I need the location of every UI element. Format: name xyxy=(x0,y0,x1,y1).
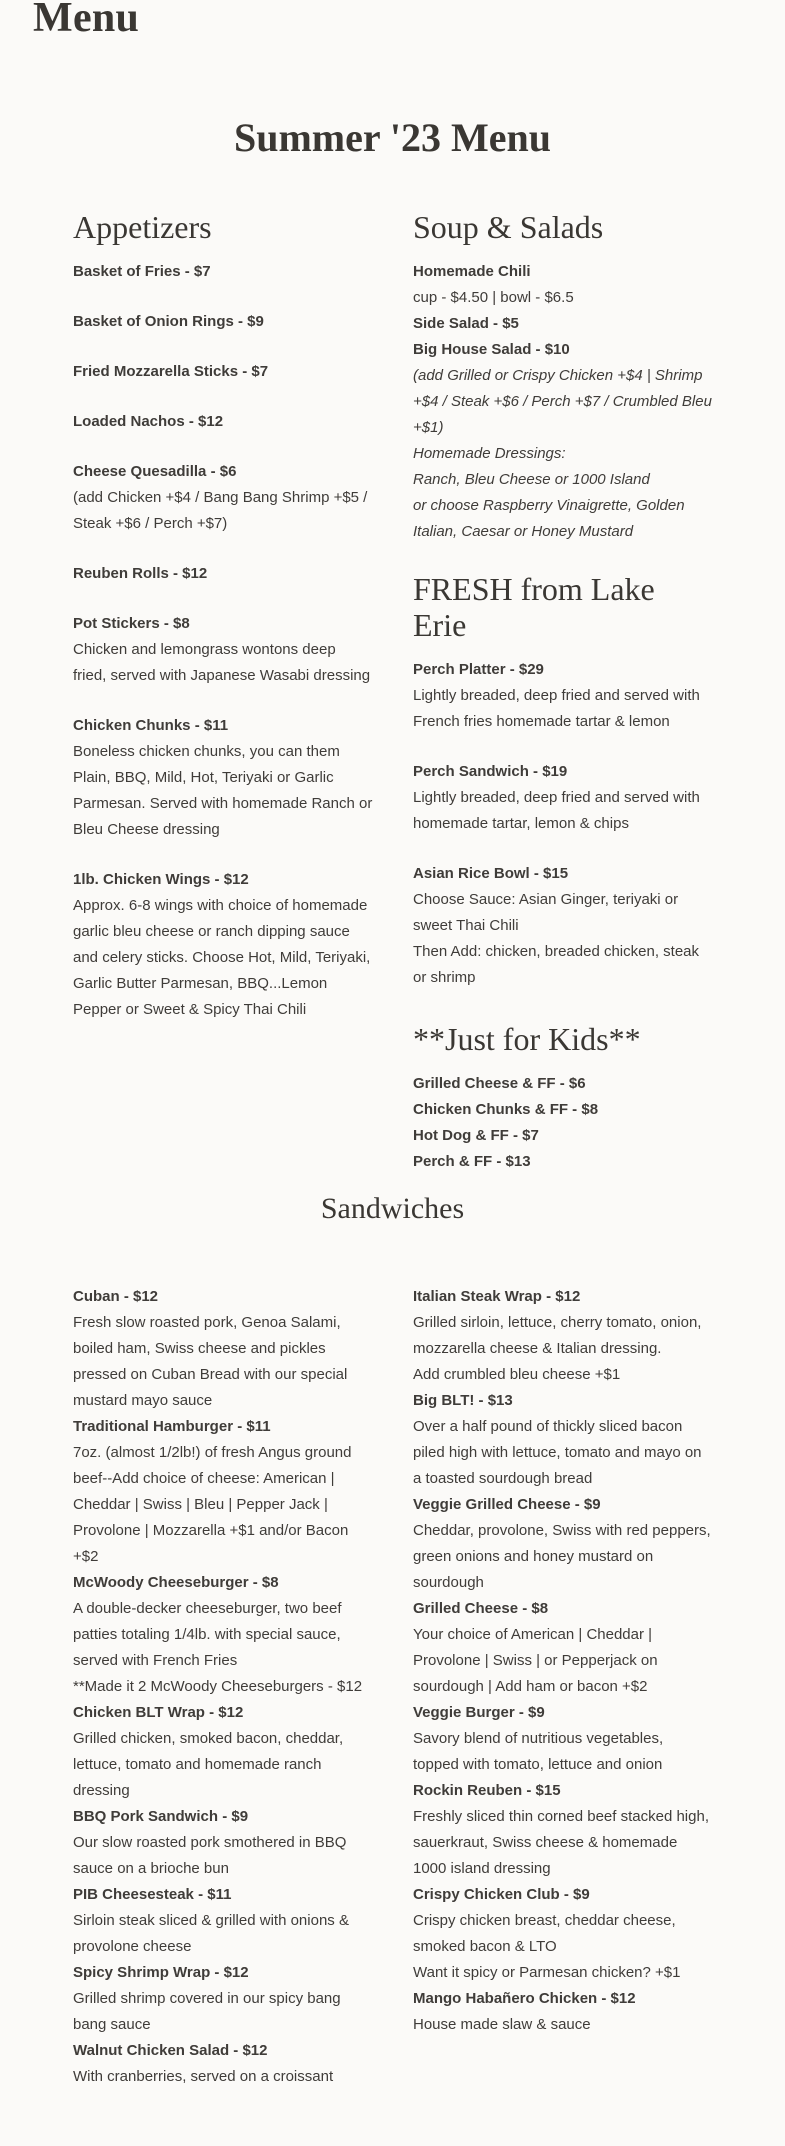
item-name: Asian Rice Bowl - $15 xyxy=(413,865,569,882)
item-description: 7oz. (almost 1/2lb!) of fresh Angus ground beef--Add choice of cheese: American | Cheddar | Swiss | Bleu | Pepper Jack | Provolone | Mozzarella +$1 and/or Bacon +$2 xyxy=(73,1444,352,1565)
menu-item xyxy=(413,1388,713,1492)
lake-erie-title: FRESH from Lake Erie xyxy=(413,571,655,643)
item-name: Grilled Cheese - $8 xyxy=(413,1600,549,1617)
item-description: Chicken and lemongrass wontons deep fried, served with Japanese Wasabi dressing xyxy=(73,641,371,684)
menu-item xyxy=(413,1284,713,1388)
item-description: Savory blend of nutritious vegetables, topped with tomato, lettuce and onion xyxy=(413,1730,664,1773)
item-description: (add Grilled or Crispy Chicken +$4 | Shrimp +$4 / Steak +$6 / Perch +$7 / Crumbled Bleu +$1) xyxy=(413,367,712,436)
soups-title: Soup & Salads xyxy=(413,209,604,245)
item-description: House made slaw & sauce xyxy=(413,2016,591,2033)
menu-item xyxy=(73,2038,373,2090)
item-name: Fried Mozzarella Sticks - $7 xyxy=(73,363,269,380)
item-description: Then Add: chicken, breaded chicken, steak or shrimp xyxy=(413,943,700,986)
item-description: Over a half pound of thickly sliced bacon piled high with lettuce, tomato and mayo on a toasted sourdough bread xyxy=(413,1418,702,1487)
item-name: Mango Habañero Chicken - $12 xyxy=(413,1990,636,2007)
item-description: Grilled shrimp covered in our spicy bang bang sauce xyxy=(73,1990,341,2033)
sandwiches-left-column xyxy=(73,1284,373,2090)
menu-item xyxy=(73,359,373,385)
item-name: Italian Steak Wrap - $12 xyxy=(413,1288,581,1305)
dressings-list: or choose Raspberry Vinaigrette, Golden Italian, Caesar or Honey Mustard xyxy=(413,497,685,540)
menu-item xyxy=(413,1596,713,1700)
menu-item xyxy=(73,1882,373,1960)
item-description: Add crumbled bleu cheese +$1 xyxy=(413,1366,621,1383)
item-name: Basket of Onion Rings - $9 xyxy=(73,313,264,330)
item-description: Freshly sliced thin corned beef stacked high, sauerkraut, Swiss cheese & homemade 1000 island dressing xyxy=(413,1808,709,1877)
item-name: Pot Stickers - $8 xyxy=(73,615,190,632)
item-name: PIB Cheesesteak - $11 xyxy=(73,1886,232,1903)
menu-item xyxy=(413,759,713,837)
item-name: Big BLT! - $13 xyxy=(413,1392,513,1409)
menu-item xyxy=(73,1700,373,1804)
item-description: (add Chicken +$4 / Bang Bang Shrimp +$5 / Steak +$6 / Perch +$7) xyxy=(73,489,368,532)
item-name: Basket of Fries - $7 xyxy=(73,263,211,280)
menu-item xyxy=(73,1804,373,1882)
menu-item xyxy=(73,611,373,689)
item-name: Grilled Cheese & FF - $6 xyxy=(413,1075,586,1092)
item-name: McWoody Cheeseburger - $8 xyxy=(73,1574,279,1591)
kids-title: **Just for Kids** xyxy=(413,1021,641,1057)
appetizers-section xyxy=(73,209,373,1023)
item-description: cup - $4.50 | bowl - $6.5 xyxy=(413,289,574,306)
item-description: Approx. 6-8 wings with choice of homemade garlic bleu cheese or ranch dipping sauce and celery sticks. Choose Hot, Mild, Teriyaki, Garlic Butter Parmesan, BBQ...Lemon Pepper or Sweet & Spicy Thai Chili xyxy=(73,897,371,1018)
item-description: A double-decker cheeseburger, two beef patties totaling 1/4lb. with special sauce, served with French Fries xyxy=(73,1600,342,1669)
item-description: Grilled chicken, smoked bacon, cheddar, lettuce, tomato and homemade ranch dressing xyxy=(73,1730,344,1799)
item-description: Crispy chicken breast, cheddar cheese, smoked bacon & LTO xyxy=(413,1912,676,1955)
item-name: Hot Dog & FF - $7 xyxy=(413,1127,539,1144)
item-name: Cuban - $12 xyxy=(73,1288,159,1305)
sandwiches-right-column xyxy=(413,1284,713,2038)
item-name: Veggie Burger - $9 xyxy=(413,1704,545,1721)
item-name: Cheese Quesadilla - $6 xyxy=(73,463,237,480)
kids-list xyxy=(413,1071,713,1175)
item-description: Fresh slow roasted pork, Genoa Salami, boiled ham, Swiss cheese and pickles pressed on Cuban Bread with our special mustard mayo sauce xyxy=(73,1314,348,1409)
menu-item xyxy=(413,1778,713,1882)
soups-section xyxy=(413,209,713,1175)
item-description: **Made it 2 McWoody Cheeseburgers - $12 xyxy=(73,1678,363,1695)
item-name: Walnut Chicken Salad - $12 xyxy=(73,2042,268,2059)
menu-item xyxy=(73,713,373,843)
menu-item xyxy=(413,861,713,991)
menu-item xyxy=(413,259,713,545)
menu-item xyxy=(73,561,373,587)
item-name: Traditional Hamburger - $11 xyxy=(73,1418,271,1435)
item-name: Perch & FF - $13 xyxy=(413,1153,531,1170)
item-name: 1lb. Chicken Wings - $12 xyxy=(73,871,249,888)
item-description: Our slow roasted pork smothered in BBQ sauce on a brioche bun xyxy=(73,1834,347,1877)
menu-item xyxy=(413,657,713,735)
item-name: Homemade Chili xyxy=(413,263,531,280)
menu-item xyxy=(73,409,373,435)
item-name: Chicken BLT Wrap - $12 xyxy=(73,1704,244,1721)
page-heading: Menu xyxy=(33,0,140,41)
menu-item xyxy=(73,1284,373,1414)
dressings-list: Ranch, Bleu Cheese or 1000 Island xyxy=(413,471,650,488)
menu-title: Summer '23 Menu xyxy=(233,115,552,160)
item-name: Chicken Chunks - $11 xyxy=(73,717,229,734)
dressings-title: Homemade Dressings: xyxy=(413,445,566,462)
item-name: Chicken Chunks & FF - $8 xyxy=(413,1101,599,1118)
menu-item xyxy=(73,459,373,537)
menu-item xyxy=(73,1570,373,1700)
appetizers-title: Appetizers xyxy=(73,209,212,245)
item-name: Perch Sandwich - $19 xyxy=(413,763,568,780)
item-name: Loaded Nachos - $12 xyxy=(73,413,224,430)
item-description: Grilled sirloin, lettuce, cherry tomato, onion, mozzarella cheese & Italian dressing. xyxy=(413,1314,702,1357)
item-description: Sirloin steak sliced & grilled with onions & provolone cheese xyxy=(73,1912,349,1955)
item-description: Lightly breaded, deep fried and served with homemade tartar, lemon & chips xyxy=(413,789,700,832)
item-description: Want it spicy or Parmesan chicken? +$1 xyxy=(413,1964,681,1981)
sandwiches-title: Sandwiches xyxy=(320,1192,465,1225)
item-name: Side Salad - $5 xyxy=(413,315,519,332)
menu-item xyxy=(73,1414,373,1570)
menu-item xyxy=(413,1882,713,1986)
menu-item xyxy=(73,867,373,1023)
item-description: Lightly breaded, deep fried and served with French fries homemade tartar & lemon xyxy=(413,687,700,730)
item-name: Veggie Grilled Cheese - $9 xyxy=(413,1496,601,1513)
item-name: BBQ Pork Sandwich - $9 xyxy=(73,1808,249,1825)
menu-item xyxy=(413,1986,713,2038)
menu-item xyxy=(73,309,373,335)
item-description: With cranberries, served on a croissant xyxy=(73,2068,334,2085)
item-description: Cheddar, provolone, Swiss with red peppers, green onions and honey mustard on sourdough xyxy=(413,1522,711,1591)
menu-item xyxy=(73,1960,373,2038)
item-description: Your choice of American | Cheddar | Provolone | Swiss | or Pepperjack on sourdough | Add ham or bacon +$2 xyxy=(413,1626,658,1695)
item-name: Spicy Shrimp Wrap - $12 xyxy=(73,1964,249,1981)
menu-item xyxy=(73,259,373,285)
item-description: Choose Sauce: Asian Ginger, teriyaki or sweet Thai Chili xyxy=(413,891,679,934)
item-name: Big House Salad - $10 xyxy=(413,341,570,358)
menu-item xyxy=(413,1700,713,1778)
item-description: Boneless chicken chunks, you can them Plain, BBQ, Mild, Hot, Teriyaki or Garlic Parmesan. Served with homemade Ranch or Bleu Cheese dressing xyxy=(73,743,373,838)
item-name: Rockin Reuben - $15 xyxy=(413,1782,561,1799)
item-name: Reuben Rolls - $12 xyxy=(73,565,208,582)
item-name: Perch Platter - $29 xyxy=(413,661,544,678)
menu-item xyxy=(413,1492,713,1596)
item-name: Crispy Chicken Club - $9 xyxy=(413,1886,590,1903)
